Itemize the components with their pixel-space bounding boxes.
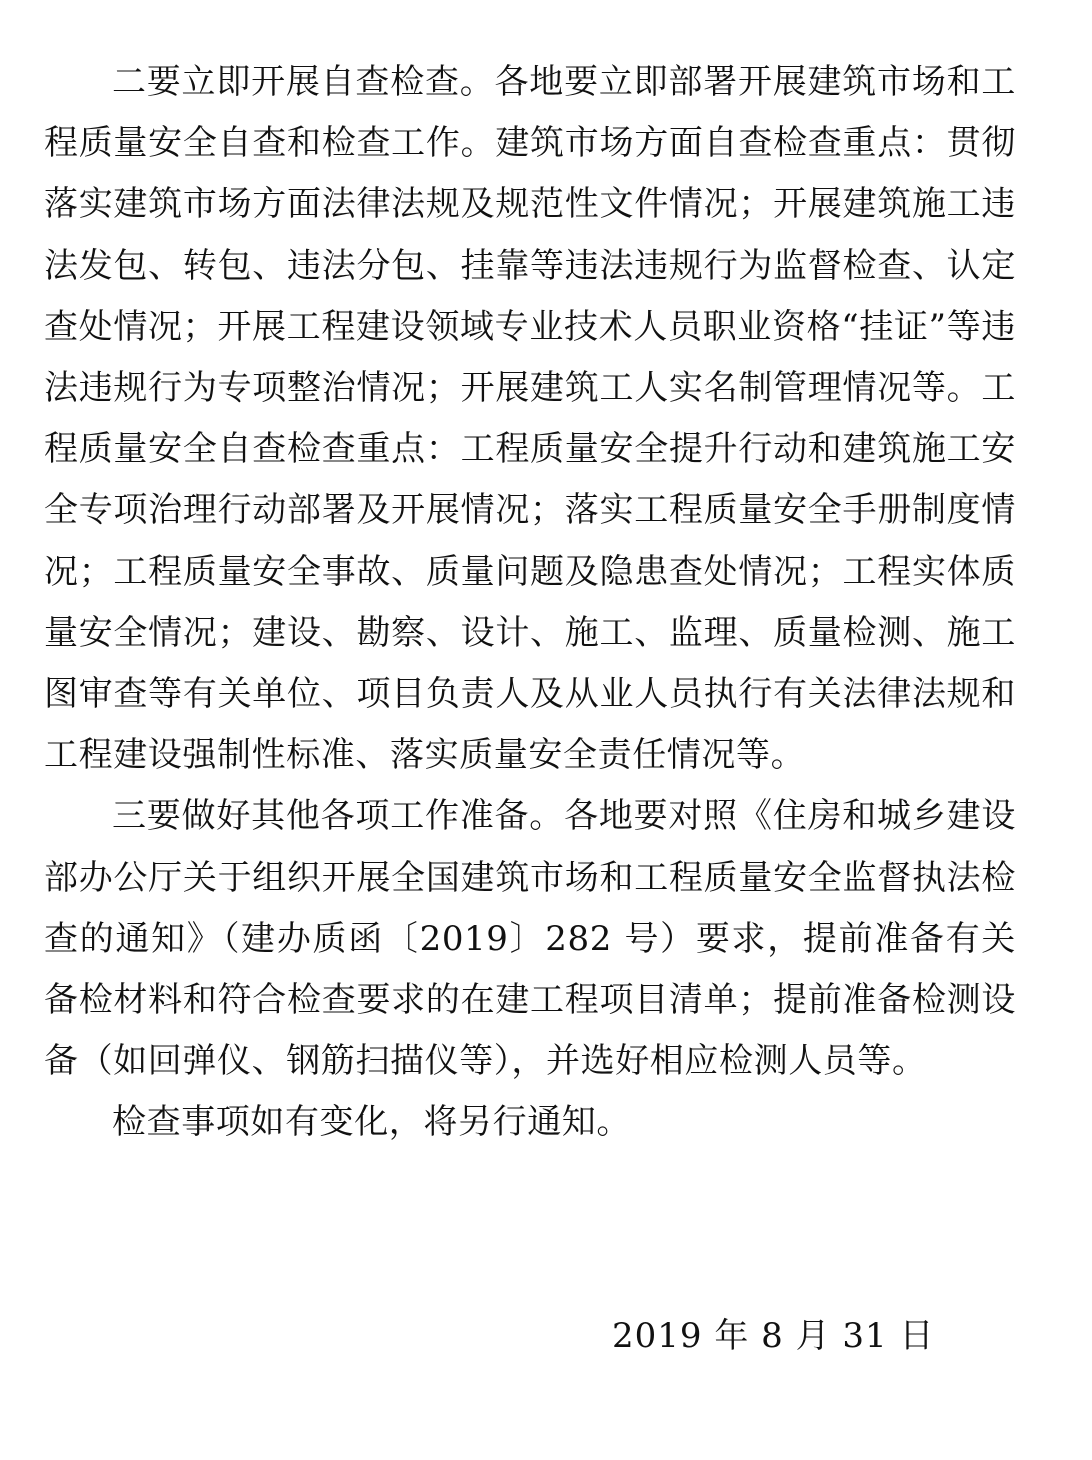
document-body	[44, 52, 1016, 1154]
paragraph-self-inspection: 二要立即开展自查检查。各地要立即部署开展建筑市场和工程质量安全自查和检查工作。建筑市场方面自查检查重点：贯彻落实建筑市场方面法律法规及规范性文件情况；开展建筑施工违法发包、转包、违法分包、挂靠等违法违规行为监督检查、认定查处情况；开展工程建设领域专业技术人员职业资格“挂证”等违法违规行为专项整治情况；开展建筑工人实名制管理情况等。工程质量安全自查检查重点：工程质量安全提升行动和建筑施工安全专项治理行动部署及开展情况；落实工程质量安全手册制度情况；工程质量安全事故、质量问题及隐患查处情况；工程实体质量安全情况；建设、勘察、设计、施工、监理、质量检测、施工图审查等有关单位、项目负责人及从业人员执行有关法律法规和工程建设强制性标准、落实质量安全责任情况等。	[44, 62, 1016, 776]
document-date: 2019 年 8 月 31 日	[612, 1316, 935, 1356]
paragraph-other-preparations: 三要做好其他各项工作准备。各地要对照《住房和城乡建设部办公厅关于组织开展全国建筑市场和工程质量安全监督执法检查的通知》（建办质函〔2019〕282 号）要求，提前准备有关备检材料和符合检查要求的在建工程项目清单；提前准备检测设备（如回弹仪、钢筋扫描仪等），并选好相应检测人员等。	[44, 796, 1016, 1082]
paragraph-change-notice: 检查事项如有变化，将另行通知。	[112, 1102, 631, 1143]
